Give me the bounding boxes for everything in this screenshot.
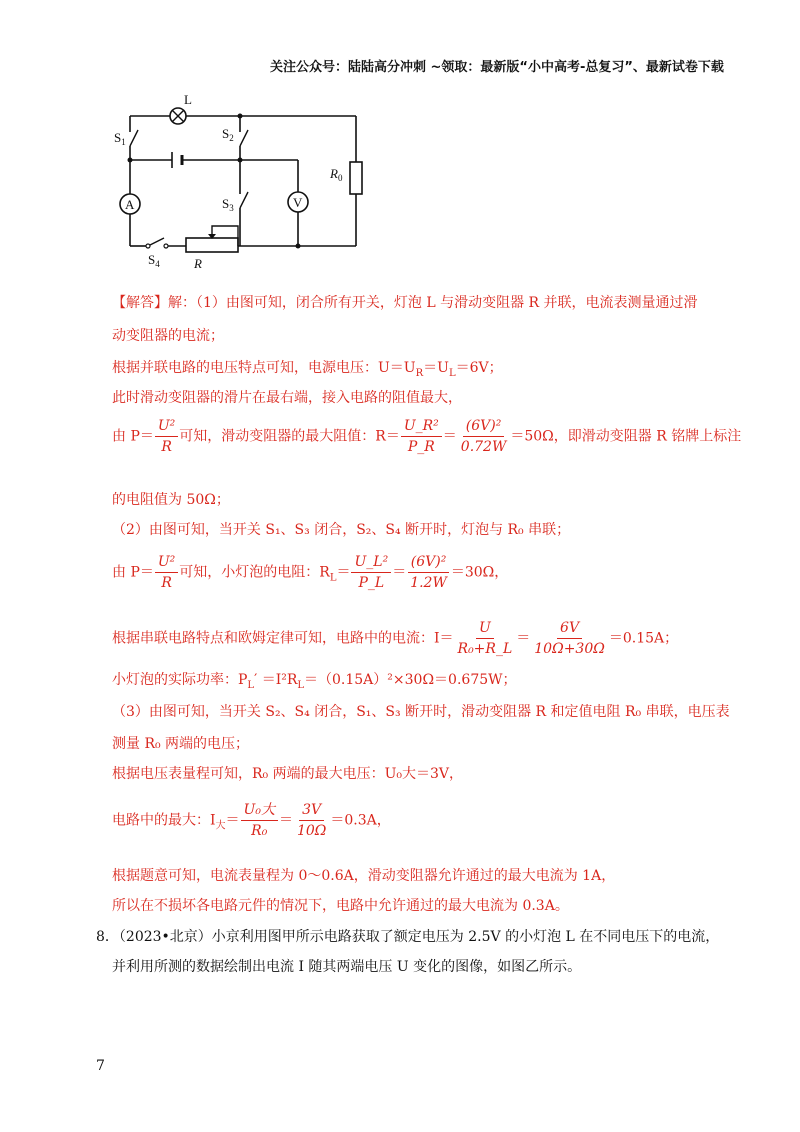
lamp-symbol <box>170 108 186 124</box>
solution-line-3: 根据并联电路的电压特点可知，电源电压：$U=U_R=U_L=6V$； <box>112 360 503 379</box>
svg-text:A: A <box>125 197 135 212</box>
solution-line-15: 根据题意可知，电流表量程为 0～0.6A，滑动变阻器允许通过的最大电流为 1A， <box>112 868 616 884</box>
svg-text:V: V <box>293 195 303 210</box>
solution-line-13: 根据电压表量程可知，R₀ 两端的最大电压：U₀大＝3V， <box>112 766 464 782</box>
solution-line-6: 的电阻值为 50Ω； <box>112 492 230 508</box>
solution-line-14: 电路中的最大：$I_大=$ $\frac{\text{U₀大}}{\text{R₀}}$ ＝ $\frac{3V}{10\Omega}$ ＝0.3A， <box>112 802 391 839</box>
svg-text:S3: $S_3$ <box>222 196 234 213</box>
solution-line-8: 由 P＝ $\frac{\text{U²}}{R}$ 可知，小灯泡的电阻：$R_L=$ $\frac{\text{U\_L²}}{P\_L}$ ＝ $\frac{\text{(6V)²}}{1.2W}$ ＝30Ω， <box>112 554 509 591</box>
solution-line-11: （3）由图可知，当开关 S₂、S₄ 闭合，S₁、S₃ 断开时，滑动变阻器 R 和定值电阻 R₀ 串联，电压表 <box>112 704 730 720</box>
page-number: 7 <box>96 1058 105 1074</box>
solution-line-16: 所以在不损坏各电路元件的情况下，电路中允许通过的最大电流为 0.3A。 <box>112 898 569 914</box>
svg-text:S4: $S_4$ <box>148 252 160 269</box>
svg-text:S1: $S_1$ <box>114 130 126 147</box>
solution-line-2: 动变阻器的电流； <box>112 328 224 344</box>
fraction: $\frac{\text{U²}}{R}$ <box>155 416 178 457</box>
question-8-line-1: 8．（2023•北京）小京利用图甲所示电路获取了额定电压为 2.5V 的小灯泡 L 在不同电压下的电流， <box>96 929 720 945</box>
page-header: 关注公众号：陆陆高分冲刺 ~领取：最新版“小中高考-总复习”、最新试卷下载 <box>270 60 724 75</box>
solution-line-12: 测量 R₀ 两端的电压； <box>112 736 250 752</box>
solution-line-4: 此时滑动变阻器的滑片在最右端，接入电路的阻值最大， <box>112 390 462 406</box>
question-8 <box>96 926 719 978</box>
svg-text:R0: $R_0$ <box>330 166 343 183</box>
svg-text:S2: $S_2$ <box>222 126 234 143</box>
svg-text:R: R <box>194 256 202 271</box>
solution-line-7: （2）由图可知，当开关 S₁、S₃ 闭合，S₂、S₄ 断开时，灯泡与 R₀ 串联； <box>112 522 571 538</box>
solution-line-9: 根据串联电路特点和欧姆定律可知，电路中的电流：I＝ $\frac{U}{\text{R₀+R\_L}}$ ＝ $\frac{6V}{10\Omega+30\Omega}$ ＝0.15A； <box>112 620 679 657</box>
solution-line-10: 小灯泡的实际功率：$P_L' =I^2R_L=(0.15A)^2\times 30\Omega=0.675W$； <box>112 672 517 691</box>
solution-line-1: 【解答】解：（1）由图可知，闭合所有开关，灯泡 L 与滑动变阻器 R 并联，电流表测量通过滑 <box>112 295 698 311</box>
svg-text:L: L <box>184 92 192 107</box>
question-8-line-2: 并利用所测的数据绘制出电流 I 随其两端电压 U 变化的图像，如图乙所示。 <box>112 959 582 975</box>
circuit-diagram <box>108 92 378 272</box>
solution-line-5: 由 P＝ $\frac{\text{U²}}{R}$ 可知，滑动变阻器的最大阻值：R＝ $\frac{\text{U\_R²}}{P\_R}$ ＝ $\frac{\text{(6V)²}}{0.72W}$ ＝50Ω，即滑动变阻器 R 铭牌上标注 <box>112 418 742 455</box>
